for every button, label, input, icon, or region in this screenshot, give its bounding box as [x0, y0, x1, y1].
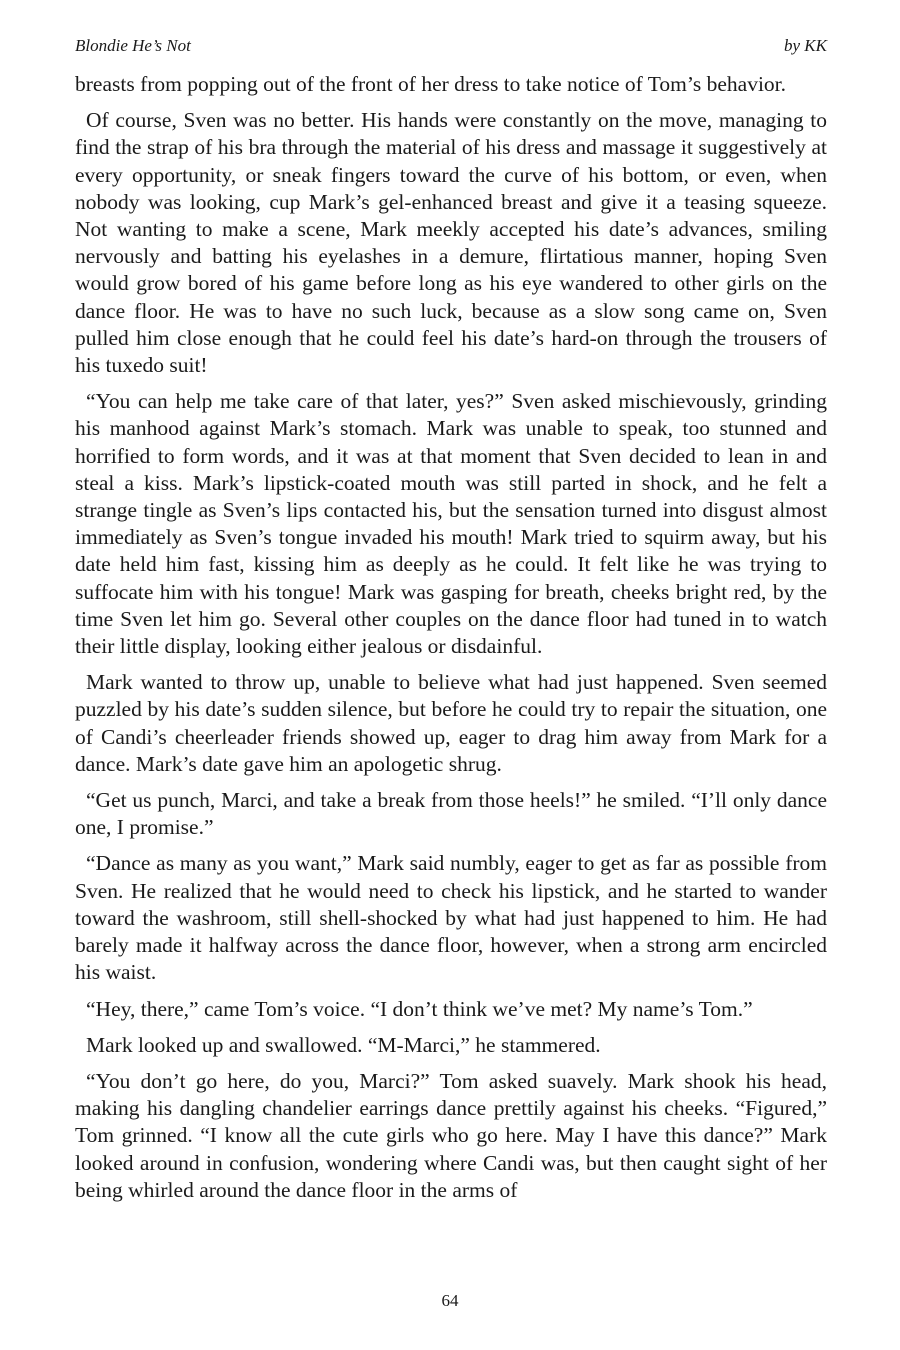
paragraph: “Dance as many as you want,” Mark said numbly, eager to get as far as possible from Sven. He realized that he would need to check his lipstick, and he started to wander toward the washroom, still shell-shocked by what had just happened to him. He had barely made it halfway across the dance floor, however, when a strong arm encircled his waist.: [75, 851, 827, 985]
paragraph: “You can help me take care of that later, yes?” Sven asked mischievously, grinding his manhood against Mark’s stomach. Mark was unable to speak, too stunned and horrified to form words, and it was at that moment that Sven decided to lean in and steal a kiss. Mark’s lipstick-coated mouth was still parted in shock, and he felt a strange tingle as Sven’s lips contacted his, but the sensation turned into disgust almost immediately as Sven’s tongue invaded his mouth! Mark tried to squirm away, but his date held him fast, kissing him as deeply as he could. It felt like he was trying to suffocate him with his tongue! Mark was gasping for breath, cheeks bright red, by the time Sven let him go. Several other couples on the dance floor had tuned in to watch their little display, looking either jealous or disdainful.: [75, 389, 827, 659]
paragraph: “Get us punch, Marci, and take a break from those heels!” he smiled. “I’ll only dance one, I promise.”: [75, 788, 827, 840]
paragraph: Mark wanted to throw up, unable to believe what had just happened. Sven seemed puzzled by his date’s sudden silence, but before he could try to repair the situation, one of Candi’s cheerleader friends showed up, eager to drag him away from Mark for a dance. Mark’s date gave him an apologetic shrug.: [75, 670, 827, 776]
author-name: by KK: [784, 36, 827, 55]
paragraph: Of course, Sven was no better. His hands were constantly on the move, managing to find the strap of his bra through the material of his dress and massage it suggestively at every opportunity, or sneak fingers toward the curve of his bottom, or even, when nobody was looking, cup Mark’s gel-enhanced breast and give it a teasing squeeze. Not wanting to make a scene, Mark meekly accepted his date’s advances, smiling nervously and batting his eyelashes in a demure, flirtatious manner, hoping Sven would grow bored of his game before long as his eye wandered to other girls on the dance floor. He was to have no such luck, because as a slow song came on, Sven pulled him close enough that he could feel his date’s hard-on through the trousers of his tuxedo suit!: [75, 108, 827, 378]
paragraph: “Hey, there,” came Tom’s voice. “I don’t think we’ve met? My name’s Tom.”: [86, 996, 753, 1021]
paragraph: Mark looked up and swallowed. “M-Marci,” he stammered.: [86, 1032, 601, 1057]
page-body: [75, 71, 827, 1213]
paragraph: breasts from popping out of the front of her dress to take notice of Tom’s behavior.: [75, 72, 787, 96]
paragraph: “You don’t go here, do you, Marci?” Tom asked suavely. Mark shook his head, making his dangling chandelier earrings dance prettily against his cheeks. “Figured,” Tom grinned. “I know all the cute girls who go here. May I have this dance?” Mark looked around in confusion, wondering where Candi was, but then caught sight of her being whirled around the dance floor in the arms of: [75, 1068, 827, 1202]
page-number: 64: [441, 1291, 459, 1310]
running-header: [75, 36, 827, 56]
book-title: Blondie He’s Not: [75, 36, 191, 55]
